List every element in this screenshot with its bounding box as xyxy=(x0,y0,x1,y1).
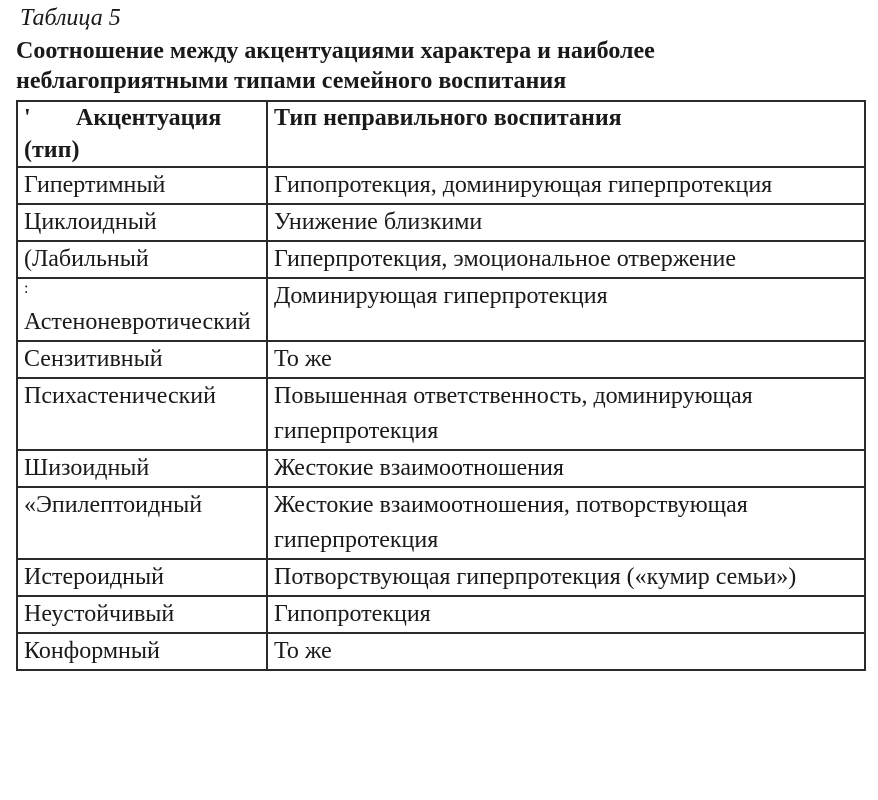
cell-type: Неустойчивый xyxy=(17,596,267,633)
table-row xyxy=(17,204,865,241)
cell-upbringing: Доминирующая гиперпротекция xyxy=(267,278,865,341)
cell-upbringing: Гипопротекция xyxy=(267,596,865,633)
stray-mark: : xyxy=(24,280,29,297)
table-row xyxy=(17,341,865,378)
table-header-row xyxy=(17,101,865,167)
cell-upbringing: Унижение близкими xyxy=(267,204,865,241)
cell-type: Конформный xyxy=(17,633,267,670)
table-row xyxy=(17,596,865,633)
cell-upbringing: Жестокие взаимоотношения, потворствующая гиперпротекция xyxy=(267,487,865,559)
cell-type: Шизоидный xyxy=(17,450,267,487)
table-row xyxy=(17,633,865,670)
cell-upbringing: Потворствующая гиперпротекция («кумир семьи») xyxy=(267,559,865,596)
table-row xyxy=(17,559,865,596)
cell-upbringing: Гиперпротекция, эмоциональное отвержение xyxy=(267,241,865,278)
cell-type: Гипертимный xyxy=(17,167,267,204)
cell-type: Истероидный xyxy=(17,559,267,596)
cell-type: «Эпилептоидный xyxy=(17,487,267,559)
table-row xyxy=(17,450,865,487)
table-row xyxy=(17,487,865,559)
header-accentuation xyxy=(17,101,267,167)
stray-mark: ' xyxy=(24,105,31,131)
cell-type: (Лабильный xyxy=(17,241,267,278)
cell-upbringing: То же xyxy=(267,633,865,670)
table-row xyxy=(17,278,865,341)
cell-type: Циклоидный xyxy=(17,204,267,241)
table-row xyxy=(17,378,865,450)
table-row xyxy=(17,241,865,278)
header-accentuation-label: Акцентуация (тип) xyxy=(24,105,222,163)
cell-type: Сензитивный xyxy=(17,341,267,378)
cell-upbringing: То же xyxy=(267,341,865,378)
accentuation-table xyxy=(16,100,866,671)
cell-upbringing: Повышенная ответственность, доминирующая гиперпротекция xyxy=(267,378,865,450)
cell-type-label: Астеноневротический xyxy=(24,309,251,335)
table-caption: Таблица 5 xyxy=(20,5,121,31)
cell-type: Психастенический xyxy=(17,378,267,450)
table-heading: Соотношение между акцентуациями характера и наиболее неблагоприятными типами семейного воспитания xyxy=(16,38,655,94)
cell-upbringing: Гипопротекция, доминирующая гиперпротекция xyxy=(267,167,865,204)
cell-upbringing: Жестокие взаимоотношения xyxy=(267,450,865,487)
header-upbringing: Тип неправильного воспитания xyxy=(267,101,865,167)
table-row xyxy=(17,167,865,204)
cell-type xyxy=(17,278,267,341)
